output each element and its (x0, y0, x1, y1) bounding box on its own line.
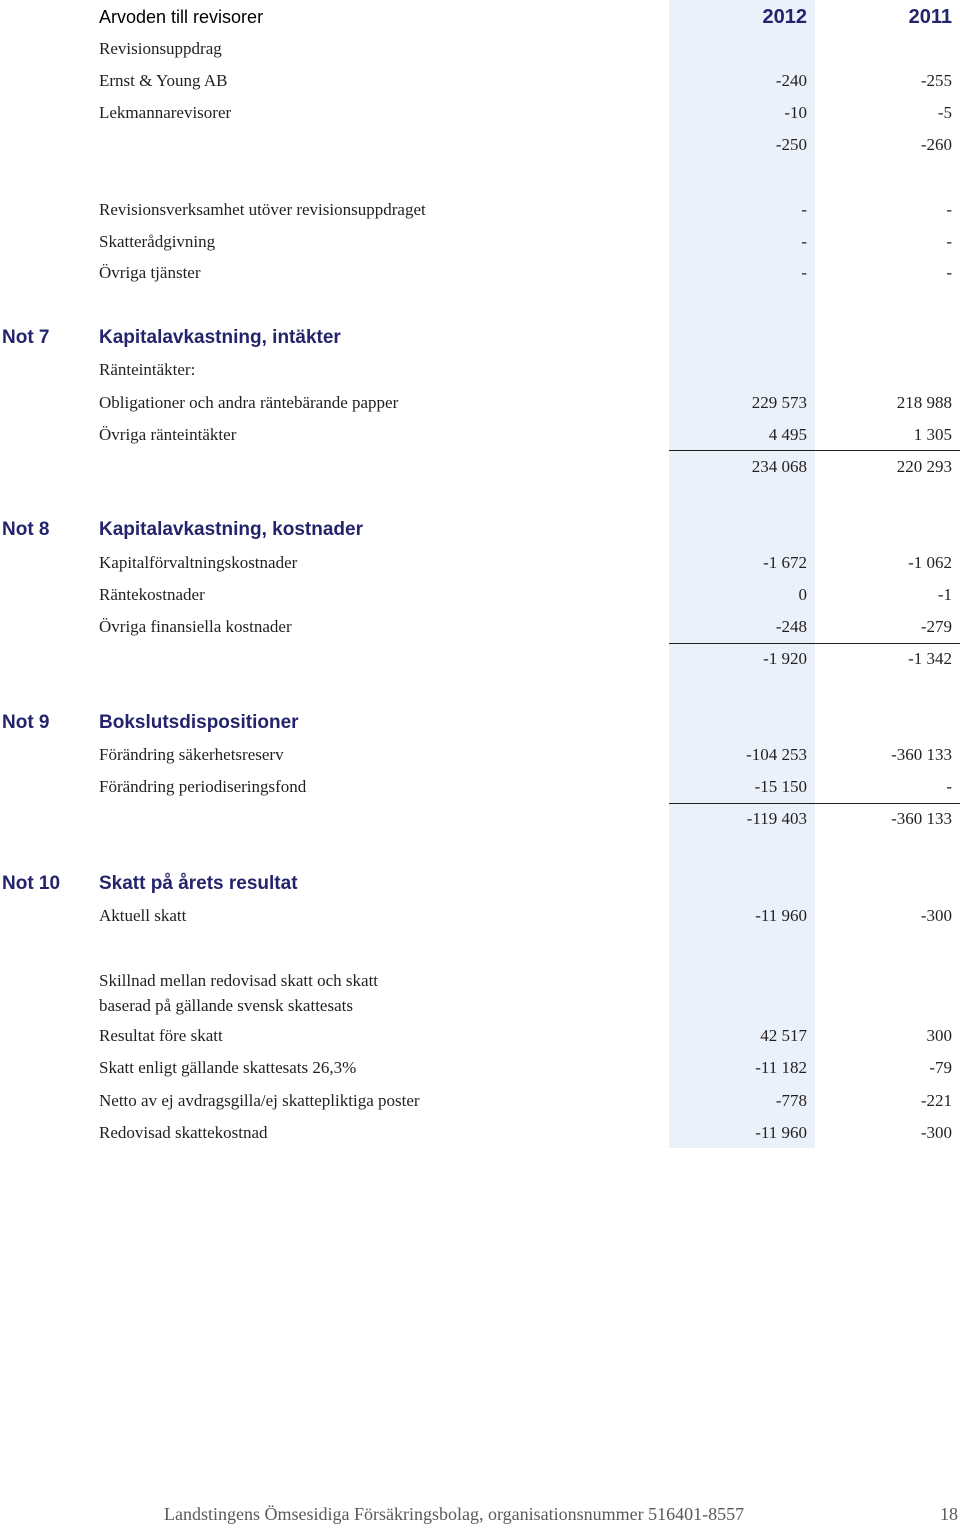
row-label: Skatt enligt gällande skattesats 26,3% (99, 1058, 357, 1077)
value-2012: 42 517 (760, 1026, 807, 1045)
note-number: Not 10 (2, 873, 61, 894)
table-row (0, 1054, 960, 1082)
value-2012: 0 (798, 585, 807, 604)
table-header (0, 3, 960, 31)
table-row (0, 773, 960, 801)
subtotal-row (0, 645, 960, 673)
table-row (0, 99, 960, 127)
sum-rule-2012 (669, 450, 815, 451)
value-2011: -1 062 (908, 553, 952, 572)
subtotal-row (0, 805, 960, 833)
value-2012: -104 253 (746, 745, 807, 764)
note-title: Kapitalavkastning, kostnader (99, 519, 363, 540)
value-2012: -1 672 (763, 553, 807, 572)
sum-rule-2011 (815, 803, 960, 804)
value-2011: 218 988 (896, 393, 952, 412)
page-number: 18 (940, 1504, 958, 1524)
value-2012: - (801, 200, 807, 219)
row-label: Övriga ränteintäkter (99, 425, 237, 444)
value-2011: 300 (926, 1026, 952, 1045)
note-number: Not 8 (2, 519, 50, 540)
note-8-heading (0, 516, 960, 544)
table-row (0, 67, 960, 95)
value-2011: - (946, 232, 952, 251)
table-row (0, 35, 960, 63)
subtotal-2011: 220 293 (896, 457, 952, 476)
row-label: Övriga tjänster (99, 263, 201, 282)
row-label: Ränteintäkter: (99, 360, 196, 379)
value-2012: -10 (784, 103, 807, 122)
sum-rule-2012 (669, 643, 815, 644)
row-label: Räntekostnader (99, 585, 205, 604)
sum-rule-2012 (669, 803, 815, 804)
row-label: Kapitalförvaltningskostnader (99, 553, 298, 572)
row-label: Övriga finansiella kostnader (99, 617, 292, 636)
table-row (0, 421, 960, 449)
value-2012: 229 573 (751, 393, 807, 412)
table-row (0, 1087, 960, 1115)
note-number: Not 7 (2, 327, 50, 348)
table-row (0, 228, 960, 256)
footer-company-text: Landstingens Ömsesidiga Försäkringsbolag, organisationsnummer 516401-8557 (164, 1504, 745, 1524)
value-2011: - (946, 263, 952, 282)
row-label: Redovisad skattekostnad (99, 1123, 268, 1142)
subtotal-2011: -260 (920, 135, 952, 154)
row-label: Förändring periodiseringsfond (99, 777, 307, 796)
row-label: Lekmannarevisorer (99, 103, 232, 122)
value-2011: - (946, 200, 952, 219)
value-2012: -778 (775, 1091, 807, 1110)
value-2012: - (801, 232, 807, 251)
value-2011: -221 (920, 1091, 952, 1110)
sum-rule-2011 (815, 450, 960, 451)
subtotal-2012: -119 403 (746, 809, 807, 828)
value-2011: - (946, 777, 952, 796)
note-10-heading (0, 870, 960, 898)
value-2011: -360 133 (891, 745, 952, 764)
value-2011: -300 (920, 906, 952, 925)
value-2011: -79 (929, 1058, 952, 1077)
sum-rule-2011 (815, 643, 960, 644)
note-title: Kapitalavkastning, intäkter (99, 327, 341, 348)
row-label: Obligationer och andra räntebärande papper (99, 393, 399, 412)
heading-line: baserad på gällande svensk skattesats (99, 996, 353, 1015)
year-2012-header: 2012 (762, 6, 807, 28)
value-2012: 4 495 (768, 425, 807, 444)
table-row (0, 581, 960, 609)
note-number: Not 9 (2, 712, 50, 733)
row-label: Skatterådgivning (99, 232, 216, 251)
tax-reconciliation-heading (99, 968, 378, 1018)
note-9-heading (0, 709, 960, 737)
value-2011: -255 (920, 71, 952, 90)
row-label: Netto av ej avdragsgilla/ej skattepliktiga poster (99, 1091, 420, 1110)
row-label: Resultat före skatt (99, 1026, 223, 1045)
row-label: Aktuell skatt (99, 906, 187, 925)
heading-line: Skillnad mellan redovisad skatt och skatt (99, 971, 379, 990)
table-row (0, 1022, 960, 1050)
row-label: Ernst & Young AB (99, 71, 228, 90)
subtotal-2011: -360 133 (891, 809, 952, 828)
row-label: Revisionsuppdrag (99, 39, 222, 58)
note-title: Bokslutsdispositioner (99, 712, 299, 733)
subtotal-2011: -1 342 (908, 649, 952, 668)
value-2011: -279 (920, 617, 952, 636)
value-2012: -240 (775, 71, 807, 90)
table-row (0, 902, 960, 930)
table-row (0, 1119, 960, 1147)
subtotal-2012: -1 920 (763, 649, 807, 668)
table-row (0, 389, 960, 417)
value-2012: -11 960 (755, 1123, 807, 1142)
subtotal-row (0, 453, 960, 481)
table-row (0, 549, 960, 577)
row-label: Revisionsverksamhet utöver revisionsuppdraget (99, 200, 426, 219)
row-label: Förändring säkerhetsreserv (99, 745, 284, 764)
note-title: Skatt på årets resultat (99, 873, 298, 894)
table-row (0, 196, 960, 224)
value-2011: -5 (937, 103, 952, 122)
table-row (0, 613, 960, 641)
subtotal-2012: -250 (775, 135, 807, 154)
note-7-heading (0, 324, 960, 352)
value-2012: -11 960 (755, 906, 807, 925)
subtotal-row (0, 131, 960, 159)
value-2012: -248 (775, 617, 807, 636)
value-2012: - (801, 263, 807, 282)
table-row (0, 741, 960, 769)
section-title: Arvoden till revisorer (99, 7, 264, 27)
value-2011: 1 305 (913, 425, 952, 444)
value-2011: -300 (920, 1123, 952, 1142)
year-2011-header: 2011 (908, 6, 952, 28)
value-2011: -1 (937, 585, 952, 604)
value-2012: -15 150 (754, 777, 807, 796)
value-2012: -11 182 (755, 1058, 807, 1077)
subtotal-2012: 234 068 (751, 457, 807, 476)
table-row (0, 259, 960, 287)
table-row (0, 356, 960, 384)
